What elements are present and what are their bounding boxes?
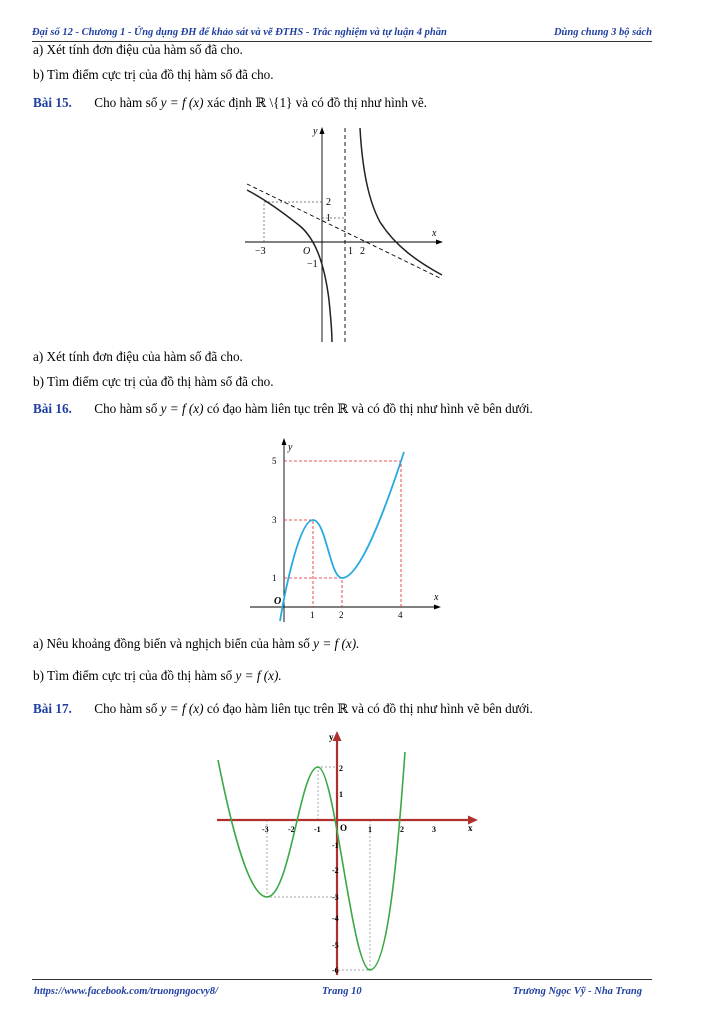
q15-guide-lines (264, 202, 322, 242)
q16-y-arrow (282, 438, 287, 445)
q15-left-branch (247, 190, 332, 342)
footer-author: Trương Ngọc Vỹ - Nha Trang (512, 986, 642, 997)
q14-a: a) Xét tính đơn điệu của hàm số đã cho. (33, 42, 243, 57)
q17-tick-y-1: 1 (339, 790, 343, 799)
q15-graph (240, 122, 450, 344)
q16-x-label: x (434, 592, 439, 603)
q16-b (33, 668, 282, 684)
q17-curve (218, 752, 405, 970)
q16-tick-x-4: 4 (398, 610, 403, 620)
q16-stem (33, 401, 533, 417)
q15-tick-y-1: 1 (326, 213, 331, 224)
q16-label: Bài 16. (33, 401, 72, 416)
q15-text-pre: Cho hàm số (94, 95, 158, 110)
q15-origin-label: O (303, 246, 311, 257)
q17-label: Bài 17. (33, 701, 72, 716)
q15-oblique-asymptote (247, 184, 442, 279)
q17-x-label: x (468, 823, 473, 833)
q15-tick-x-neg3: −3 (255, 246, 266, 257)
footer-page-number: Trang 10 (322, 986, 362, 997)
q17-tick-x-1: 1 (368, 825, 372, 834)
q17-guide-min1 (267, 820, 337, 897)
q16-guide-max (284, 520, 313, 607)
q15-text-mid: xác định ℝ \{1} và có đồ thị như hình vẽ. (206, 95, 427, 110)
q16-text-mid: có đạo hàm liên tục trên ℝ và có đồ thị như hình vẽ bên dưới. (206, 401, 533, 416)
q17-tick-y-neg5: -5 (332, 941, 339, 950)
q17-tick-y-neg2: -2 (332, 866, 339, 875)
q15-y-label: y (313, 126, 318, 137)
q15-label: Bài 15. (33, 95, 72, 110)
q15-tick-y-neg1: −1 (307, 259, 318, 270)
q17-tick-x-2: 2 (400, 825, 404, 834)
q15-tick-x-2: 2 (360, 246, 365, 257)
q16-x-arrow (434, 605, 441, 610)
q15-right-branch (360, 128, 442, 275)
q16-a-text: a) Nêu khoảng đồng biến và nghịch biến của hàm số (33, 636, 310, 651)
q16-tick-y-1: 1 (272, 573, 277, 583)
q17-tick-y-neg1: -1 (332, 841, 339, 850)
q14-b: b) Tìm điểm cực trị của đồ thị hàm số đã cho. (33, 67, 274, 82)
q17-tick-x-neg3: -3 (262, 825, 269, 834)
q15-tick-y-2: 2 (326, 197, 331, 208)
q16-graph (245, 430, 450, 625)
page-footer (32, 979, 652, 1000)
header-right: Dùng chung 3 bộ sách (553, 27, 652, 38)
q15-b: b) Tìm điểm cực trị của đồ thị hàm số đã cho. (33, 374, 274, 389)
q16-a (33, 636, 359, 652)
q17-graph (210, 728, 480, 978)
q17-text-pre: Cho hàm số (94, 701, 158, 716)
q16-tick-y-3: 3 (272, 515, 277, 525)
q15-func: y = f (x) (160, 95, 204, 110)
q15-a: a) Xét tính đơn điệu của hàm số đã cho. (33, 349, 243, 364)
q15-x-arrow (436, 240, 443, 245)
q16-func: y = f (x) (160, 401, 204, 416)
q16-origin-label: O (274, 596, 282, 607)
q16-tick-y-5: 5 (272, 456, 277, 466)
q17-tick-y-neg6: -6 (332, 966, 339, 975)
q17-tick-x-neg1: -1 (314, 825, 321, 834)
q15-y-arrow (320, 127, 325, 134)
q17-text-mid: có đạo hàm liên tục trên ℝ và có đồ thị như hình vẽ bên dưới. (206, 701, 533, 716)
footer-link[interactable]: https://www.facebook.com/truongngocvy8/ (34, 986, 218, 997)
header-left: Đại số 12 - Chương 1 - Ứng dụng ĐH để khảo sát và vẽ ĐTHS - Trắc nghiệm và tự luận 4 phần (32, 27, 447, 38)
q17-origin-label: O (340, 823, 348, 833)
q17-stem (33, 701, 533, 717)
q16-a-func: y = f (x). (313, 636, 360, 651)
q16-tick-x-2: 2 (339, 610, 344, 620)
q16-text-pre: Cho hàm số (94, 401, 158, 416)
q16-tick-x-1: 1 (310, 610, 315, 620)
q17-tick-y-2: 2 (339, 764, 343, 773)
q16-b-func: y = f (x). (235, 668, 282, 683)
q17-func: y = f (x) (160, 701, 204, 716)
q17-y-arrow (333, 731, 342, 741)
q17-tick-y-neg3: -3 (332, 893, 339, 902)
page-header (32, 26, 652, 42)
q15-stem (33, 95, 427, 111)
q16-b-text: b) Tìm điểm cực trị của đồ thị hàm số (33, 668, 233, 683)
q15-tick-x-1: 1 (348, 246, 353, 257)
q17-tick-x-neg2: -2 (288, 825, 295, 834)
q15-x-label: x (432, 228, 437, 239)
q16-y-label: y (288, 442, 293, 453)
q17-tick-x-3: 3 (432, 825, 436, 834)
q17-tick-y-neg4: -4 (332, 914, 339, 923)
q17-guide-min2 (337, 820, 370, 970)
q17-y-label: y (329, 732, 334, 742)
